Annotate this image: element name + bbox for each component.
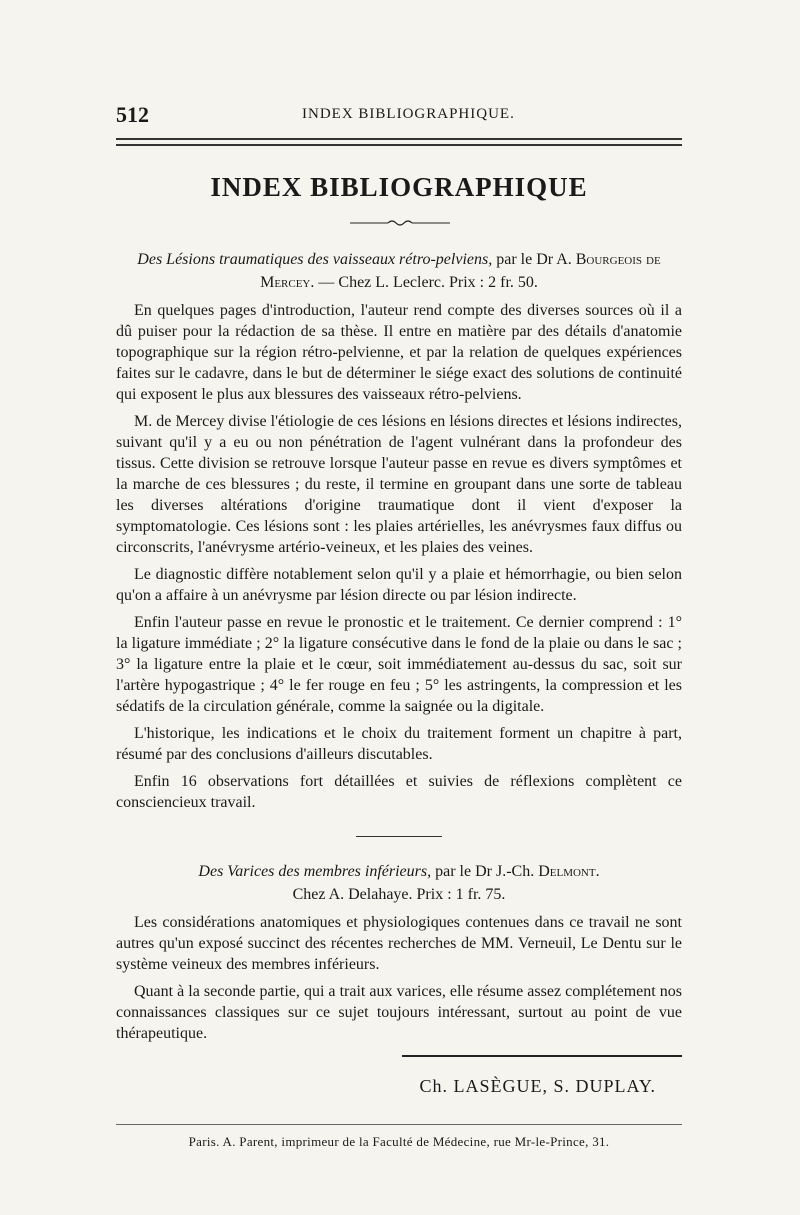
running-head (116, 102, 682, 128)
entry-paragraph: Le diagnostic diffère notablement selon qu'il y a plaie et hémorrhagie, ou bien selon qu'on a affaire à un anévrysme par lésion directe ou par lésion indirecte. (116, 566, 682, 604)
section-divider (356, 836, 442, 837)
bibliography-entry-1 (116, 248, 682, 813)
entry-heading (116, 248, 682, 294)
entry-paragraph: Les considérations anatomiques et physiologiques contenues dans ce travail ne sont autres qu'un exposé succinct des récentes recherches de MM. Verneuil, Le Dentu sur le système veineux des membres inférieurs. (116, 914, 682, 973)
bibliography-entry-2 (116, 860, 682, 1044)
signature-rule (402, 1055, 682, 1057)
entry-author-name: Delmont. (538, 863, 600, 880)
entry-paragraph: Enfin 16 observations fort détaillées et suivies de réflexions complètent ce consciencieux travail. (116, 773, 682, 811)
entry-title: Des Lésions traumatiques des vaisseaux rétro-pelviens, (137, 251, 493, 268)
imprint-rule (116, 1124, 682, 1125)
page-title: INDEX BIBLIOGRAPHIQUE (210, 172, 588, 202)
header-double-rule (116, 138, 682, 146)
entry-author-name: Bourgeois de Mercey. (260, 251, 661, 291)
entry-heading (116, 860, 682, 906)
entry-publisher: — Chez L. Leclerc. Prix : 2 fr. 50. (318, 274, 538, 291)
entry-paragraph: En quelques pages d'introduction, l'auteur rend compte des diverses sources où il a dû puiser pour la rédaction de sa thèse. Il entre en matière par des détails d'anatomie topographique sur la région rétro-pelvienne, et par la relation de quelques expériences faites sur le cadavre, dans le but de déterminer le siége exact des solutions de continuité qui exposent le plus aux blessures des vaisseaux rétro-pelviens. (116, 302, 682, 403)
signature: Ch. LASÈGUE, S. DUPLAY. (419, 1076, 656, 1096)
entry-paragraph: L'historique, les indications et le choix du traitement forment un chapitre à part, résumé par des conclusions d'ailleurs discutables. (116, 725, 682, 763)
entry-author-prefix: par le Dr A. (496, 251, 572, 268)
page-number: 512 (116, 102, 149, 127)
entry-paragraph: Quant à la seconde partie, qui a trait aux varices, elle résume assez complétement nos connaissances classiques sur ce sujet toujours intéressant, surtout au point de vue thérapeutique. (116, 983, 682, 1042)
entry-publisher: Chez A. Delahaye. Prix : 1 fr. 75. (292, 886, 506, 903)
entry-author-prefix: par le Dr J.-Ch. (435, 863, 535, 880)
printer-imprint: Paris. A. Parent, imprimeur de la Faculté de Médecine, rue Mr-le-Prince, 31. (188, 1134, 610, 1149)
entry-paragraph: Enfin l'auteur passe en revue le pronostic et le traitement. Ce dernier comprend : 1° la ligature immédiate ; 2° la ligature consécutive dans le fond de la plaie ou dans le sac ; 3° la ligature entre la plaie et le cœur, soit immédiatement au-dessus du sac, soit sur l'artère hypogastrique ; 4° le fer rouge en feu ; 5° les astringents, la compression et les sédatifs de la circulation générale, comme la saignée ou la digitale. (116, 614, 682, 715)
ornament-divider (350, 218, 450, 228)
running-title: INDEX BIBLIOGRAPHIQUE. (302, 106, 515, 122)
entry-paragraph: M. de Mercey divise l'étiologie de ces lésions en lésions directes et lésions indirectes, suivant qu'il y a eu ou non pénétration de l'agent vulnérant dans la profondeur des tissus. Cette division se retrouve lorsque l'auteur passe en revue es divers symptômes et la marche de ces blessures ; du reste, il termine en groupant dans une sorte de tableau les diverses altérations d'origine traumatique dont il vient d'exposer la symptomatologie. Ces lésions sont : les plaies artérielles, les anévrysmes faux diffus ou circonscrits, l'anévrysme artério-veineux, et les plaies des veines. (116, 413, 682, 556)
entry-title: Des Varices des membres inférieurs, (198, 863, 432, 880)
